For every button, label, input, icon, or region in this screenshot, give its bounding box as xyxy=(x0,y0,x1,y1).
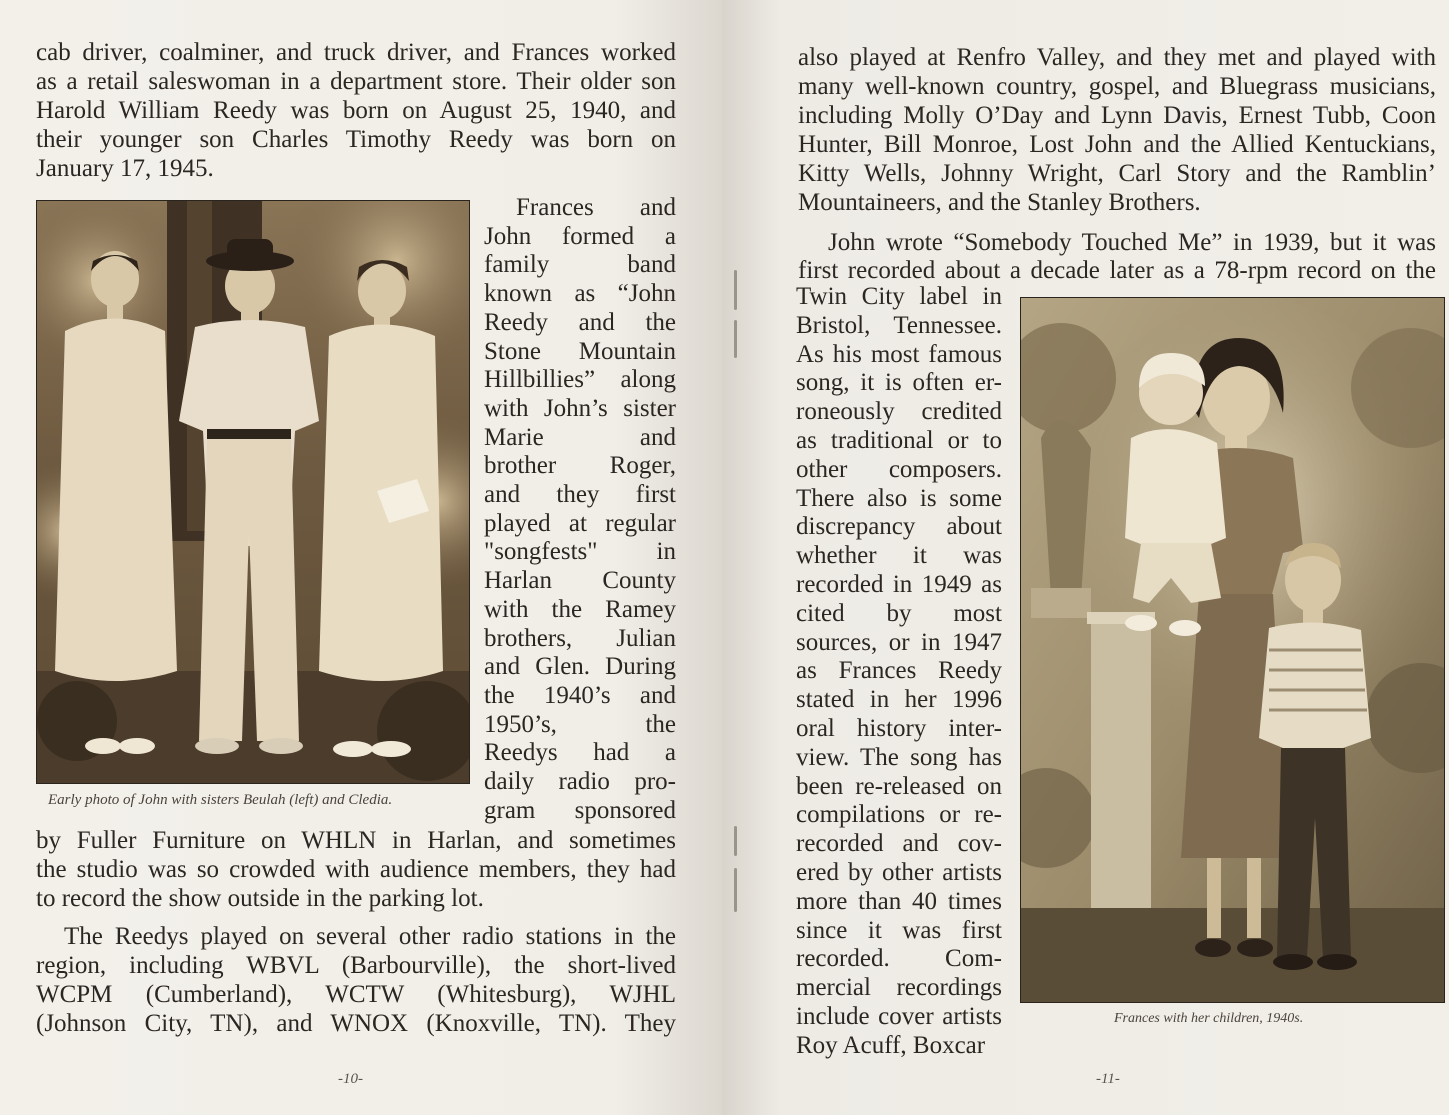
body-text-line: John wrote “Somebody Touched Me” in 1939, but it was xyxy=(828,229,1436,256)
body-text-line: also played at Renfro Valley, and they met and played with xyxy=(798,44,1436,71)
body-text-line: many well-known country, gospel, and Bluegrass musicians, xyxy=(798,73,1436,100)
body-text-line: As his most famous xyxy=(796,340,1002,368)
body-text-line: and Glen. During xyxy=(484,653,676,681)
body-text-line: roneously credited xyxy=(796,398,1002,426)
photo-john-with-sisters xyxy=(36,200,470,784)
body-text-line: Roy Acuff, Boxcar xyxy=(796,1031,986,1059)
body-text-line: recorded in 1949 as xyxy=(796,571,1002,598)
binding-mark xyxy=(734,868,737,912)
body-text-line: the studio was so crowded with audience members, they had xyxy=(36,856,676,883)
body-text-line: Frances and xyxy=(516,194,676,221)
binding-mark xyxy=(734,270,737,310)
body-text-line: known as “John xyxy=(484,280,676,308)
body-text-line: Harold William Reedy was born on August 25, 1940, and xyxy=(36,97,676,124)
body-text-line: WCPM (Cumberland), WCTW (Whitesburg), WJHL xyxy=(36,981,676,1008)
body-text-line: song, it is often er- xyxy=(796,369,1002,397)
body-text-line: to record the show outside in the parking lot. xyxy=(36,885,484,912)
body-text-line: Bristol, Tennessee. xyxy=(796,311,1002,339)
body-text-line: whether it was xyxy=(796,542,1002,570)
body-text-line: (Johnson City, TN), and WNOX (Knoxville, TN). They xyxy=(36,1010,676,1037)
page-number-left: -10- xyxy=(338,1071,363,1087)
body-text-line: mercial recordings xyxy=(796,974,1002,1002)
body-text-line: There also is some xyxy=(796,484,1002,512)
body-text-line: as traditional or to xyxy=(796,427,1002,454)
photo-frances-with-children xyxy=(1020,297,1445,1003)
body-text-line: daily radio pro- xyxy=(484,768,676,795)
body-text-line: 1950’s, the xyxy=(484,710,676,738)
page-number-right: -11- xyxy=(1096,1071,1120,1087)
body-text-line: cited by most xyxy=(796,599,1002,627)
body-text-line: "songfests" in xyxy=(484,538,676,566)
body-text-line: as Frances Reedy xyxy=(796,657,1002,685)
body-text-line: as a retail saleswoman in a department store. Their older son xyxy=(36,68,676,95)
body-text-line: Reedys had a xyxy=(484,739,676,767)
body-text-line: Reedy and the xyxy=(484,308,676,336)
body-text-line: Hillbillies” along xyxy=(484,366,676,394)
body-text-line: view. The song has xyxy=(796,743,1002,771)
body-text-line: region, including WBVL (Barbourville), the short-lived xyxy=(36,952,676,979)
body-text-line: with the Ramey xyxy=(484,595,676,623)
body-text-line: brothers, Julian xyxy=(484,624,676,652)
body-text-line: sources, or in 1947 xyxy=(796,628,1002,656)
body-text-line: with John’s sister xyxy=(484,394,676,422)
body-text-line: by Fuller Furniture on WHLN in Harlan, and sometimes xyxy=(36,827,676,854)
body-text-line: Harlan County xyxy=(484,567,676,595)
body-text-line: January 17, 1945. xyxy=(36,155,214,182)
body-text-line: include cover artists xyxy=(796,1003,1002,1030)
body-text-line: first recorded about a decade later as a 78-rpm record on the xyxy=(798,257,1436,284)
body-text-line: including Molly O’Day and Lynn Davis, Ernest Tubb, Coon xyxy=(798,102,1436,129)
body-text-line: discrepancy about xyxy=(796,513,1002,541)
body-text-line: gram sponsored xyxy=(484,796,676,824)
body-text-line: stated in her 1996 xyxy=(796,686,1002,714)
body-text-line: their younger son Charles Timothy Reedy was born on xyxy=(36,126,676,153)
body-text-line: John formed a xyxy=(484,222,676,250)
body-text-line: ered by other artists xyxy=(796,859,1002,886)
body-text-line: oral history inter- xyxy=(796,715,1002,742)
photo-caption-right: Frances with her children, 1940s. xyxy=(1114,1011,1304,1026)
body-text-line: Stone Mountain xyxy=(484,337,676,365)
body-text-line: more than 40 times xyxy=(796,887,1002,915)
body-text-line: Hunter, Bill Monroe, Lost John and the Allied Kentuckians, xyxy=(798,131,1436,158)
body-text-line: played at regular xyxy=(484,509,676,537)
body-text-line: family band xyxy=(484,251,676,279)
body-text-line: other composers. xyxy=(796,455,1002,483)
body-text-line: compilations or re- xyxy=(796,801,1002,829)
body-text-line: Twin City label in xyxy=(796,283,1002,310)
binding-mark xyxy=(734,320,737,358)
body-text-line: The Reedys played on several other radio stations in the xyxy=(64,923,676,950)
body-text-line: the 1940’s and xyxy=(484,681,676,709)
body-text-line: and they first xyxy=(484,481,676,508)
body-text-line: Marie and xyxy=(484,423,676,451)
body-text-line: cab driver, coalminer, and truck driver, and Frances worked xyxy=(36,39,676,66)
binding-mark xyxy=(734,826,737,856)
body-text-line: since it was first xyxy=(796,916,1002,944)
body-text-line: Kitty Wells, Johnny Wright, Carl Story and the Ramblin’ xyxy=(798,160,1436,187)
left-page xyxy=(0,0,722,1115)
body-text-line: recorded and cov- xyxy=(796,830,1002,858)
body-text-line: been re-released on xyxy=(796,772,1002,800)
body-text-line: recorded. Com- xyxy=(796,945,1002,973)
right-page xyxy=(722,0,1449,1115)
body-text-line: Mountaineers, and the Stanley Brothers. xyxy=(798,189,1201,216)
body-text-line: brother Roger, xyxy=(484,452,676,480)
photo-caption-left: Early photo of John with sisters Beulah (left) and Cledia. xyxy=(48,792,393,808)
